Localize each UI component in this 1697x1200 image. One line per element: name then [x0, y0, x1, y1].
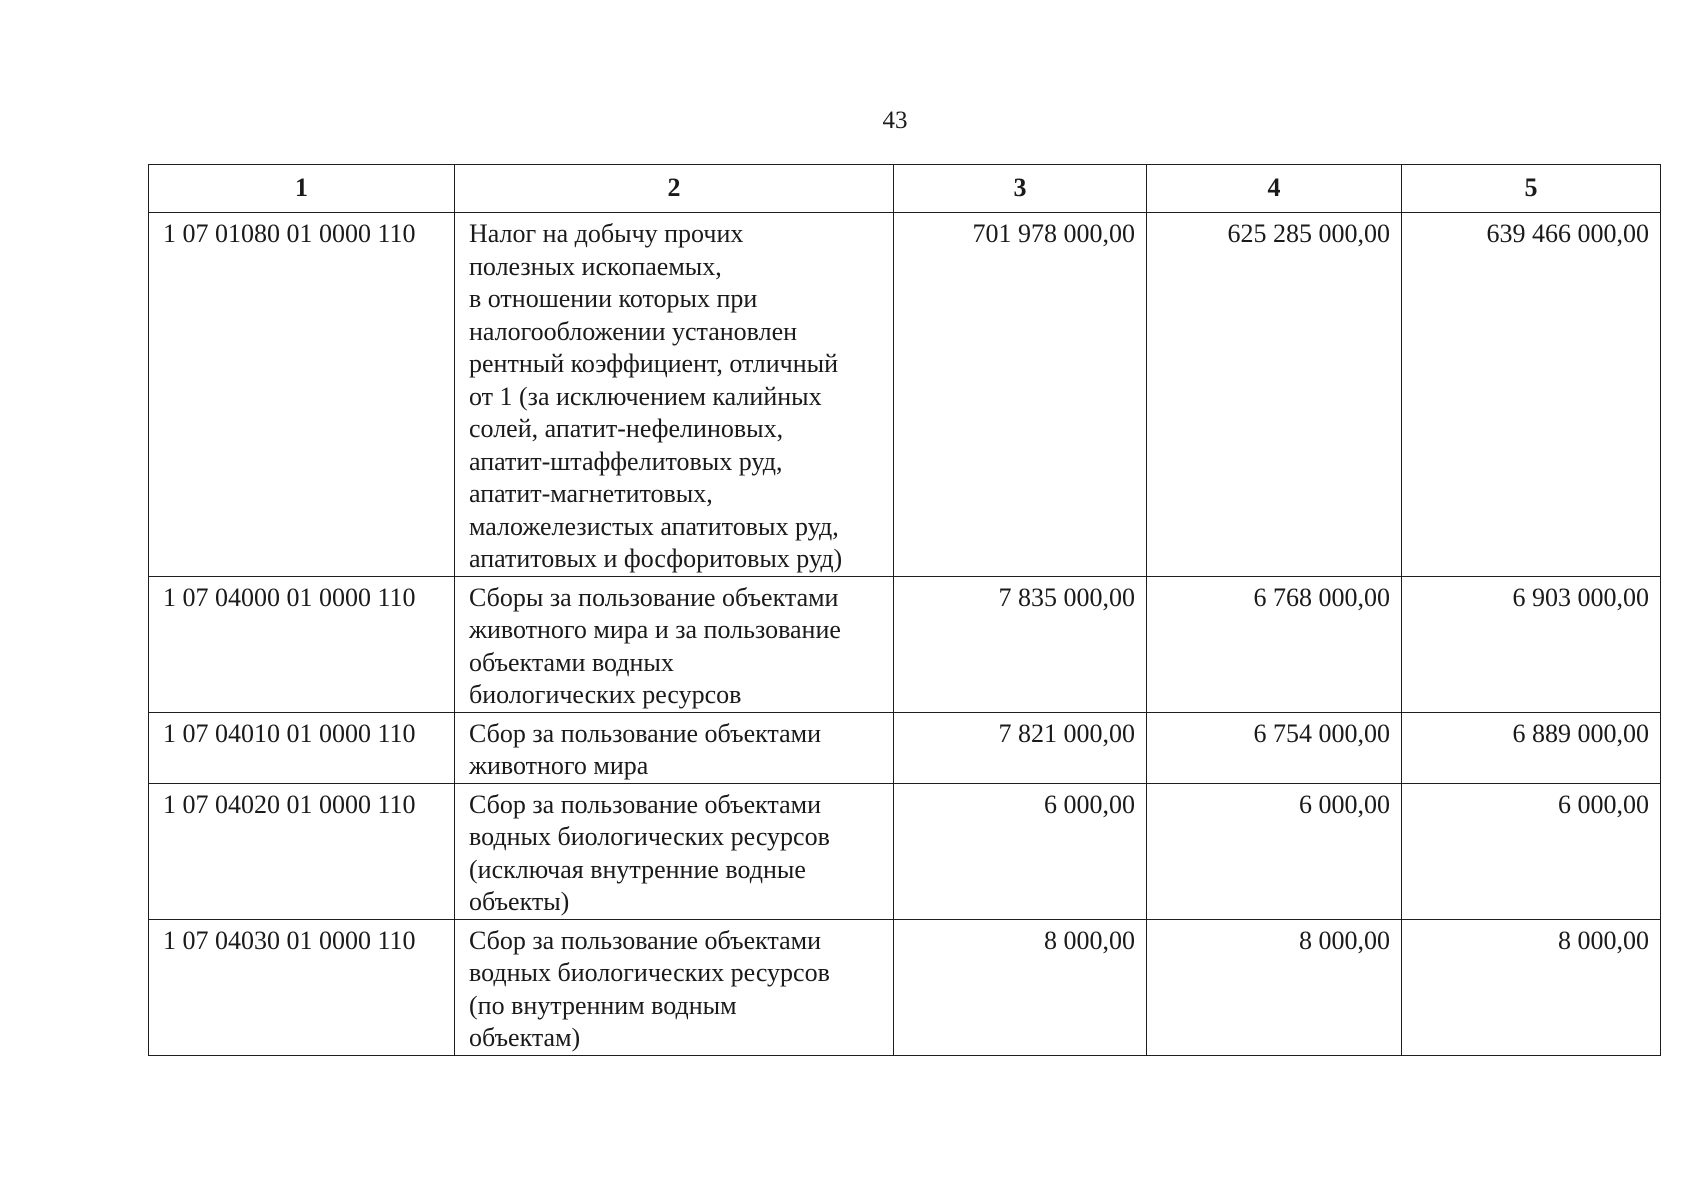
cell-value-col5: 6 889 000,00 [1402, 712, 1661, 783]
cell-value-col4: 6 000,00 [1147, 783, 1402, 919]
cell-value-col3: 7 835 000,00 [894, 576, 1147, 712]
cell-code: 1 07 01080 01 0000 110 [149, 213, 455, 577]
table-body [149, 213, 1661, 1056]
cell-value-col5: 6 000,00 [1402, 783, 1661, 919]
cell-name: Сбор за пользование объектами животного мира [455, 712, 894, 783]
cell-code: 1 07 04020 01 0000 110 [149, 783, 455, 919]
cell-name: Сбор за пользование объектами водных биологических ресурсов (по внутренним водным объектам) [455, 919, 894, 1055]
cell-value-col5: 639 466 000,00 [1402, 213, 1661, 577]
header-col-2: 2 [455, 165, 894, 213]
table-row [149, 712, 1661, 783]
cell-value-col3: 7 821 000,00 [894, 712, 1147, 783]
header-col-4: 4 [1147, 165, 1402, 213]
table-row [149, 783, 1661, 919]
budget-table [148, 164, 1661, 1056]
header-col-1: 1 [149, 165, 455, 213]
header-row [149, 165, 1661, 213]
cell-value-col3: 8 000,00 [894, 919, 1147, 1055]
header-col-3: 3 [894, 165, 1147, 213]
header-col-5: 5 [1402, 165, 1661, 213]
cell-value-col5: 6 903 000,00 [1402, 576, 1661, 712]
table-row [149, 576, 1661, 712]
cell-value-col4: 8 000,00 [1147, 919, 1402, 1055]
cell-value-col3: 701 978 000,00 [894, 213, 1147, 577]
cell-value-col5: 8 000,00 [1402, 919, 1661, 1055]
cell-value-col4: 625 285 000,00 [1147, 213, 1402, 577]
cell-code: 1 07 04010 01 0000 110 [149, 712, 455, 783]
table-row [149, 213, 1661, 577]
cell-code: 1 07 04000 01 0000 110 [149, 576, 455, 712]
page-number: 43 [882, 107, 908, 134]
cell-code: 1 07 04030 01 0000 110 [149, 919, 455, 1055]
cell-value-col4: 6 768 000,00 [1147, 576, 1402, 712]
cell-value-col3: 6 000,00 [894, 783, 1147, 919]
cell-value-col4: 6 754 000,00 [1147, 712, 1402, 783]
cell-name: Сборы за пользование объектами животного мира и за пользование объектами водных биологических ресурсов [455, 576, 894, 712]
cell-name: Сбор за пользование объектами водных биологических ресурсов (исключая внутренние водные объекты) [455, 783, 894, 919]
cell-name: Налог на добычу прочих полезных ископаемых, в отношении которых при налогообложении установлен рентный коэффициент, отличный от 1 (за исключением калийных солей, апатит-нефелиновых, апатит-штаффелитовых руд, апатит-магнетитовых, маложелезистых апатитовых руд, апатитовых и фосфоритовых руд) [455, 213, 894, 577]
table-header [149, 165, 1661, 213]
table-row [149, 919, 1661, 1055]
